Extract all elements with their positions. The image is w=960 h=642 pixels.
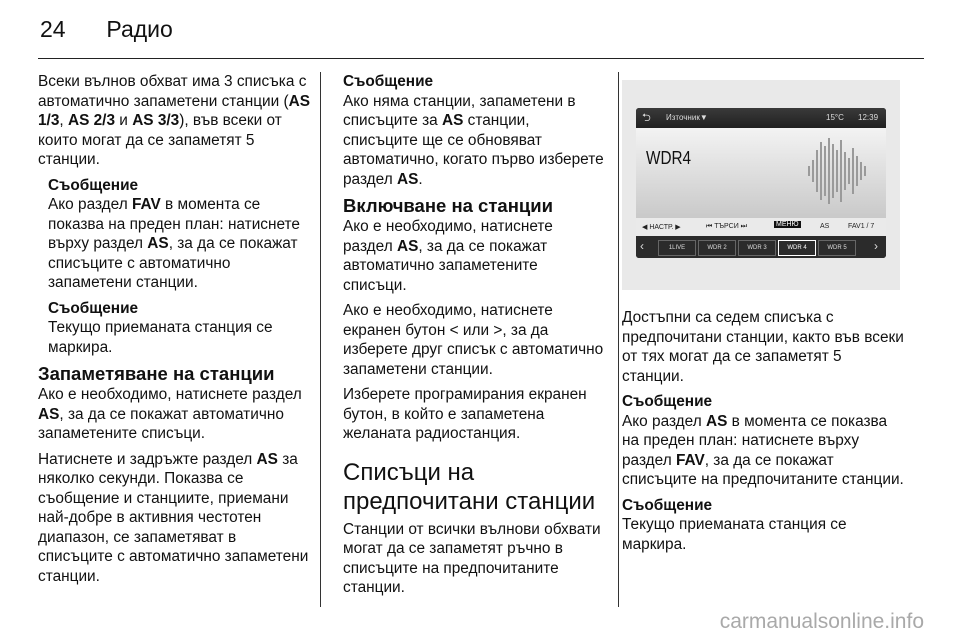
preset-button[interactable]: WDR 2 (698, 240, 736, 256)
seek-button[interactable]: ⏮ ТЪРСИ ⏭ (706, 223, 747, 230)
text: станции, списъците ще се обновяват автоматично, когато първо изберете раздел (343, 112, 604, 188)
column-1 (38, 72, 310, 592)
bold-text: AS (38, 405, 60, 423)
subheading: Запаметяване на станции (38, 363, 275, 384)
text: Текущо приеманата станция се маркира. (48, 319, 273, 356)
note-block (343, 72, 605, 189)
subheading: Включване на станции (343, 195, 553, 216)
clock: 12:39 (858, 113, 879, 122)
radio-top-bar (636, 108, 886, 128)
note-title: Съобщение (343, 73, 434, 90)
intro-paragraph (38, 72, 310, 170)
heading-line: Списъци на (343, 458, 475, 486)
text: Ако раздел (622, 412, 706, 430)
preset-button[interactable]: WDR 3 (738, 240, 776, 256)
bold-text: AS (396, 237, 419, 255)
tab-fav[interactable]: FAV1 / 7 (848, 223, 875, 230)
text: Ако е необходимо, натиснете раздел (343, 218, 553, 255)
text: Натиснете и задръжте раздел (38, 450, 257, 468)
note-block (622, 392, 904, 490)
station-name: WDR4 (646, 148, 692, 168)
bold-text: AS 2/3 (67, 112, 116, 129)
bold-text: FAV (675, 451, 705, 469)
radio-main-area (636, 128, 886, 218)
note-title: Съобщение (48, 176, 139, 194)
note-block (622, 496, 904, 555)
header-rule (38, 58, 924, 59)
text: . (418, 170, 423, 188)
text: в момента се показва на преден план: натиснете върху раздел (622, 412, 888, 469)
paragraph (343, 217, 605, 295)
tab-as[interactable]: AS (820, 223, 830, 230)
chevron-right-icon[interactable]: › (874, 239, 878, 253)
text: и (115, 112, 133, 129)
page-header (40, 16, 173, 43)
preset-bar (636, 236, 886, 258)
text: , (59, 112, 68, 129)
bold-text: FAV (131, 196, 161, 213)
radio-control-bar (636, 218, 886, 236)
paragraph: Ако е необходимо, натиснете екранен бутон < или >, за да изберете друг списък с автоматично запаметени станции. (343, 302, 604, 378)
text: Ако няма станции, запаметени в списъците за (343, 92, 576, 129)
note-block (38, 176, 310, 293)
temperature: 15°C (826, 113, 844, 122)
watermark: carmanualsonline.info (719, 610, 924, 633)
bold-text: AS (705, 412, 728, 430)
paragraph (38, 385, 310, 444)
audio-waveform-icon (806, 136, 881, 206)
text: ), във всеки от които могат да се запаметят 5 станции. (38, 112, 282, 168)
preset-button[interactable]: WDR 5 (818, 240, 856, 256)
menu-button[interactable]: МЕНЮ (776, 221, 799, 228)
section-title: Радио (106, 16, 173, 42)
text: , за да се покажат списъците на предпочитаните станции. (622, 451, 904, 488)
text: Ако раздел (48, 196, 132, 213)
text: Текущо приеманата станция се маркира. (622, 516, 847, 553)
heading-line: предпочитани станции (343, 487, 596, 515)
bold-text: AS (396, 170, 419, 188)
note-block (38, 299, 310, 358)
bold-text: AS 3/3 (132, 112, 180, 129)
text: за няколко секунди. Показва се съобщение и станциите, приемани най-добре в активния честотен диапазон, се запаметяват в списъците с автоматично запаметени станции. (38, 450, 309, 585)
back-icon: ⮌ (642, 112, 651, 124)
text: , за да се покажат списъците с автоматично запаметени станции. (48, 235, 298, 291)
note-title: Съобщение (48, 299, 139, 317)
text: Всеки вълнов обхват има 3 списъка с автоматично запаметени станции ( (38, 73, 307, 110)
text: Ако е необходимо, натиснете раздел (38, 386, 302, 403)
paragraph: Изберете програмирания екранен бутон, в който е запаметена желаната радиостанция. (343, 386, 587, 442)
column-divider-2 (618, 72, 619, 607)
column-3 (622, 308, 904, 560)
column-divider-1 (320, 72, 321, 607)
text: , за да се покажат автоматично запаметените списъци. (343, 237, 548, 294)
note-title: Съобщение (622, 496, 713, 514)
tune-button[interactable]: ◀ НАСТР. ▶ (642, 224, 681, 231)
section-heading (343, 458, 605, 516)
text: , за да се покажат автоматично запаметените списъци. (38, 405, 284, 442)
note-title: Съобщение (622, 393, 713, 410)
preset-button[interactable]: 1LIVE (658, 240, 696, 256)
radio-screen-figure (622, 80, 900, 290)
bold-text: AS (441, 112, 464, 129)
preset-button-active[interactable]: WDR 4 (778, 240, 816, 256)
bold-text: AS (147, 235, 169, 252)
paragraph (38, 450, 310, 587)
paragraph: Достъпни са седем списъка с предпочитани станции, както във всеки от тях могат да се запаметят 5 станции. (622, 309, 904, 385)
source-label: Източник▼ (666, 113, 708, 122)
bold-text: AS (256, 450, 278, 468)
text: в момента се показва на преден план: натиснете върху раздел (48, 196, 300, 252)
column-2 (343, 72, 605, 604)
bold-text: AS 1/3 (38, 92, 311, 129)
page-number: 24 (40, 16, 66, 42)
paragraph: Станции от всички вълнови обхвати могат да се запаметят ръчно в списъците на предпочитаните станции. (343, 520, 601, 596)
radio-display (636, 108, 886, 258)
chevron-left-icon[interactable]: ‹ (640, 239, 644, 253)
